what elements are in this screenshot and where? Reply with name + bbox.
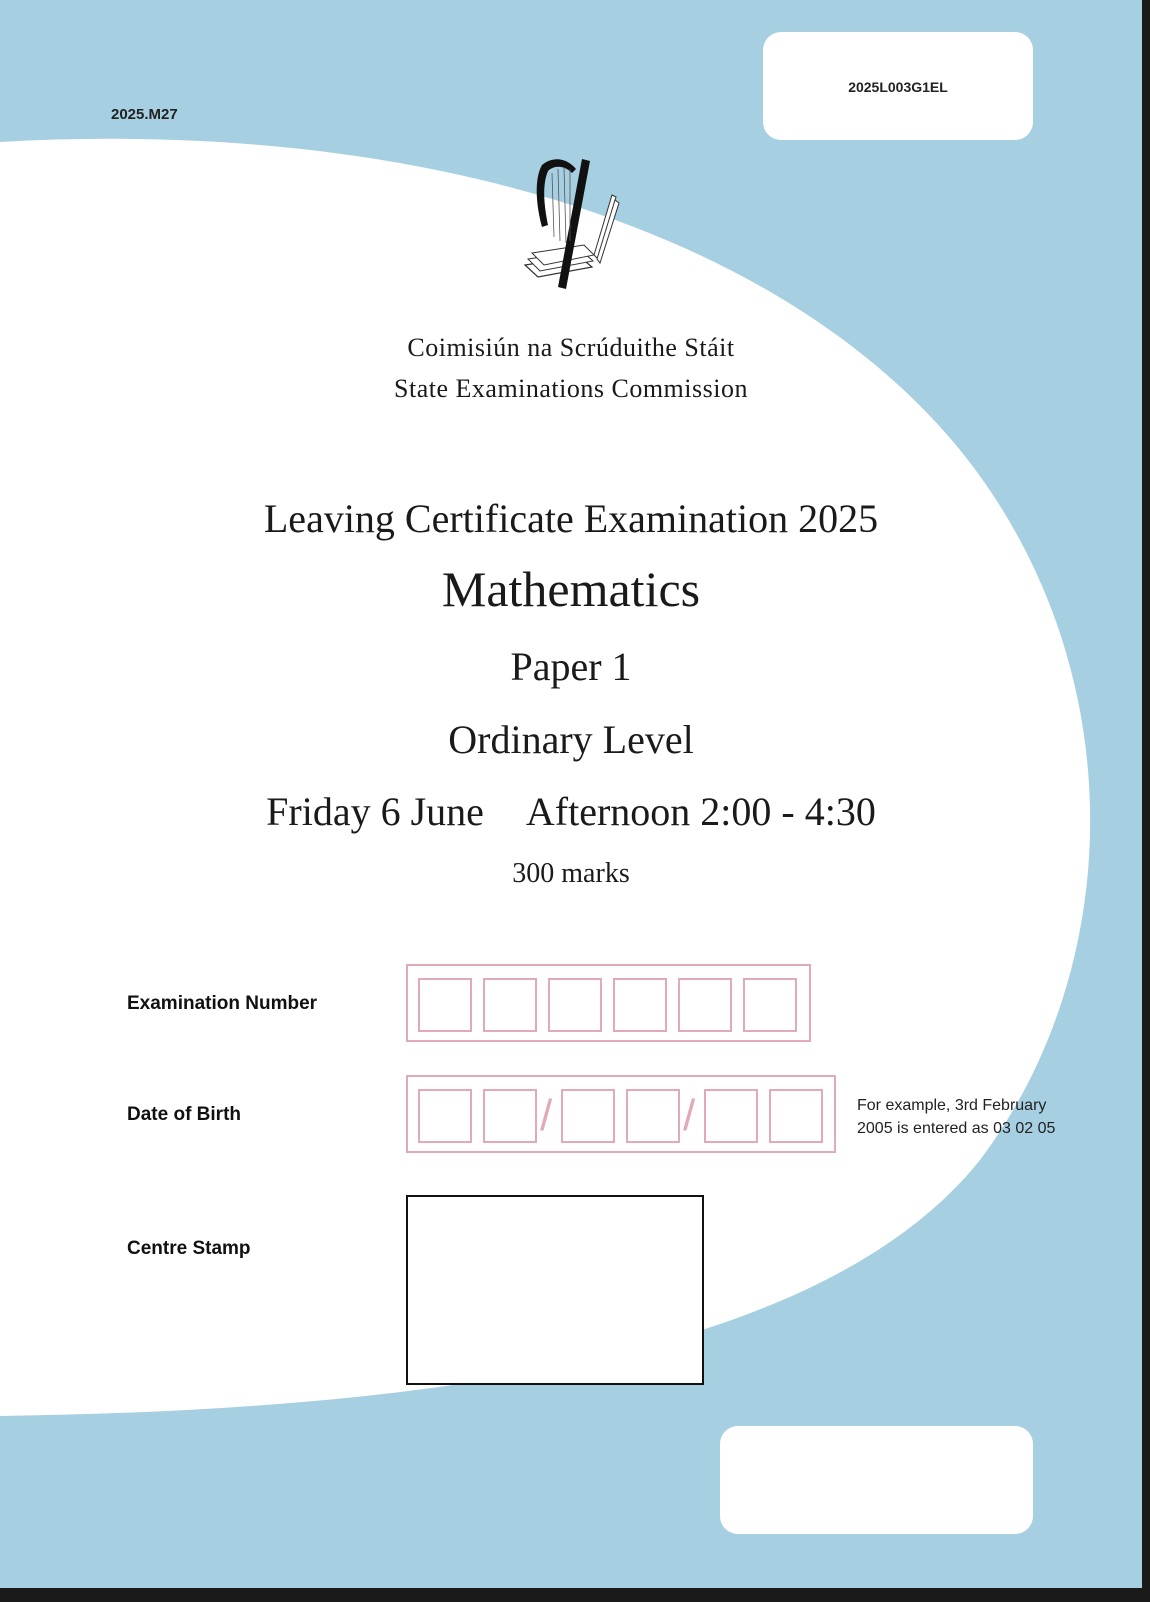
exam-number-digit-box[interactable]	[678, 978, 732, 1032]
paper-number: Paper 1	[510, 644, 632, 689]
barcode-id-box	[763, 32, 1033, 140]
dob-hint-line: 2005 is entered as 03 02 05	[857, 1120, 1056, 1137]
exam-number-digit-box[interactable]	[743, 978, 797, 1032]
exam-date-time	[0, 788, 1142, 835]
dob-separator: /	[540, 1091, 553, 1140]
dob-field[interactable]	[406, 1075, 836, 1153]
barcode-id: 2025L003G1EL	[848, 79, 948, 95]
dob-month-digit-box[interactable]	[626, 1089, 680, 1143]
commission-name-irish: Coimisiún na Scrúduithe Stáit	[407, 333, 735, 362]
commission-name-english: State Examinations Commission	[394, 374, 748, 403]
dob-hint-line: For example, 3rd February	[857, 1097, 1047, 1114]
exam-day: Friday 6 June	[266, 789, 484, 834]
harp-book-logo-icon	[520, 155, 630, 295]
exam-number-digit-box[interactable]	[483, 978, 537, 1032]
centre-stamp-label: Centre Stamp	[127, 1238, 251, 1259]
dob-separator: /	[683, 1091, 696, 1140]
total-marks: 300 marks	[512, 858, 630, 889]
exam-level: Ordinary Level	[448, 717, 694, 762]
bottom-label-box	[720, 1426, 1033, 1534]
dob-year-digit-box[interactable]	[704, 1089, 758, 1143]
exam-number-digit-box[interactable]	[613, 978, 667, 1032]
centre-stamp-box	[406, 1195, 704, 1385]
dob-label: Date of Birth	[127, 1104, 241, 1125]
exam-number-digit-box[interactable]	[548, 978, 602, 1032]
exam-title: Leaving Certificate Examination 2025	[263, 496, 879, 541]
dob-example-hint	[857, 1094, 1055, 1140]
subject-title: Mathematics	[441, 561, 701, 617]
dob-day-digit-box[interactable]	[483, 1089, 537, 1143]
dob-month-digit-box[interactable]	[561, 1089, 615, 1143]
exam-number-label: Examination Number	[127, 993, 318, 1014]
exam-number-digit-box[interactable]	[418, 978, 472, 1032]
dob-year-digit-box[interactable]	[769, 1089, 823, 1143]
paper-code: 2025.M27	[111, 106, 178, 123]
exam-session: Afternoon 2:00 - 4:30	[525, 789, 876, 834]
exam-number-field[interactable]	[406, 964, 811, 1042]
dob-day-digit-box[interactable]	[418, 1089, 472, 1143]
